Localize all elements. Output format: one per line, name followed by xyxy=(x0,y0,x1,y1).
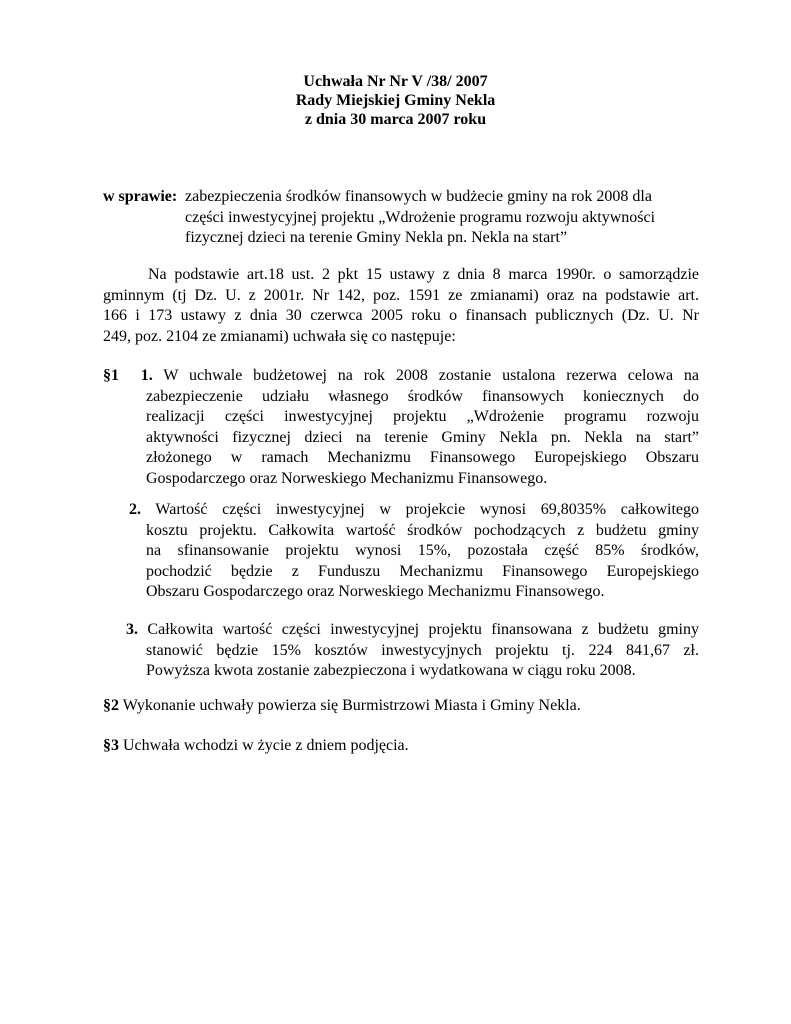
section-3-marker: §3 xyxy=(103,737,119,754)
point-line: aktywności fizycznej dzieci na terenie Gminy Nekla pn. Nekla na start” xyxy=(146,428,699,446)
resolution-council: Rady Miejskiej Gminy Nekla xyxy=(295,92,496,109)
point-line xyxy=(126,620,699,641)
point-2-number: 2. xyxy=(129,501,141,518)
point-1-number: 1. xyxy=(140,367,153,384)
resolution-title: Uchwała Nr Nr V /38/ 2007 xyxy=(303,73,488,90)
point-line: na sfinansowanie projektu wynosi 15%, pozostała część 85% środków, xyxy=(146,542,699,559)
point-line: Obszaru Gospodarczego oraz Norweskiego Mechanizmu Finansowego. xyxy=(146,583,605,600)
section-3 xyxy=(103,736,703,757)
point-line: złożonego w ramach Mechanizmu Finansowego Europejskiego Obszaru xyxy=(146,449,699,466)
point-line: zabezpieczenie udziału własnego środków finansowych koniecznych do xyxy=(146,387,699,405)
point-line: stanowić będzie 15% kosztów inwestycyjnych projektu tj. 224 841,67 zł. xyxy=(146,641,699,659)
subject-line: fizycznej dzieci na terenie Gminy Nekla pn. Nekla na start” xyxy=(185,229,568,246)
point-1-text: W uchwale budżetowej na rok 2008 zostanie ustalona rezerwa celowa na xyxy=(163,367,700,384)
basis-line: 249, poz. 2104 ze zmianami) uchwała się co następuje: xyxy=(103,327,456,345)
point-line xyxy=(103,366,699,387)
point-line: kosztu projektu. Całkowita wartość środków pochodzących z budżetu gminy xyxy=(146,521,699,539)
section-2-marker: §2 xyxy=(103,697,119,714)
point-line: Gospodarczego oraz Norweskiego Mechanizmu Finansowego. xyxy=(146,469,548,487)
section-1-point-3 xyxy=(126,620,699,682)
basis-line: Na podstawie art.18 ust. 2 pkt 15 ustawy z dnia 8 marca 1990r. o samorządzie xyxy=(148,266,699,283)
point-line: realizacji części inwestycyjnej projektu „Wdrożenie programu rozwoju xyxy=(146,408,699,425)
point-line: Powyższa kwota zostanie zabezpieczona i wydatkowana w ciągu roku 2008. xyxy=(146,662,636,679)
section-1-point-1 xyxy=(103,366,699,489)
section-2-text: Wykonanie uchwały powierza się Burmistrzowi Miasta i Gminy Nekla. xyxy=(122,697,581,714)
legal-basis-paragraph xyxy=(103,265,699,347)
section-2 xyxy=(103,696,703,717)
point-3-number: 3. xyxy=(126,621,138,638)
point-3-text: Całkowita wartość części inwestycyjnej projektu finansowana z budżetu gminy xyxy=(147,621,700,638)
basis-line: gminnym (tj Dz. U. z 2001r. Nr 142, poz. 1591 ze zmianami) oraz na podstawie art. xyxy=(103,286,699,304)
section-1-point-2 xyxy=(129,500,699,603)
subject-line: zabezpieczenia środków finansowych w budżecie gminy na rok 2008 dla xyxy=(185,188,652,205)
subject-line: części inwestycyjnej projektu „Wdrożenie programu rozwoju aktywności xyxy=(185,208,656,226)
point-line xyxy=(129,500,699,521)
point-line: pochodzić będzie z Funduszu Mechanizmu Finansowego Europejskiego xyxy=(146,562,699,580)
section-3-text: Uchwała wchodzi w życie z dniem podjęcia. xyxy=(123,737,409,754)
section-1-marker: §1 xyxy=(103,367,119,384)
resolution-header xyxy=(0,72,791,129)
basis-line: 166 i 173 ustawy z dnia 30 czerwca 2005 roku o finansach publicznych (Dz. U. Nr xyxy=(103,307,699,324)
subject-text xyxy=(185,187,705,249)
point-2-text: Wartość części inwestycyjnej w projekcie wynosi 69,8035% całkowitego xyxy=(155,501,700,518)
resolution-date: z dnia 30 marca 2007 roku xyxy=(304,111,487,128)
subject-label: w sprawie: xyxy=(103,188,178,205)
